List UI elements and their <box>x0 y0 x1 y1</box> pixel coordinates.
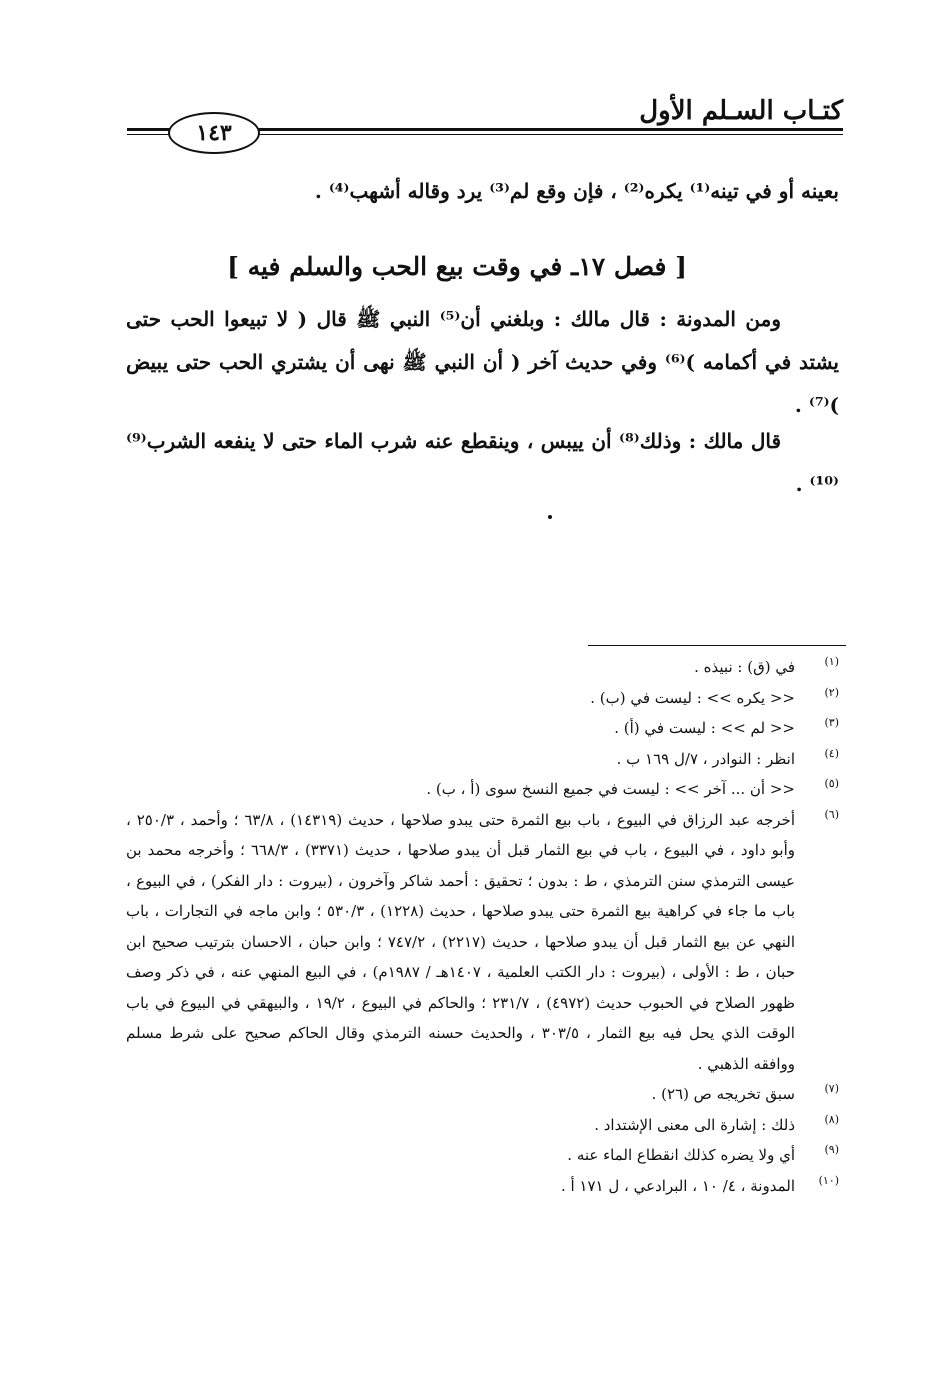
footnote-text: انظر : النوادر ، ٧/ل ١٦٩ ب . <box>616 749 795 768</box>
footnote-number: (٧) <box>824 1082 839 1095</box>
footnote-number: (١) <box>824 655 839 668</box>
footnote <box>126 1171 839 1202</box>
footnote-text: أي ولا يضره كذلك انقطاع الماء عنه . <box>567 1146 795 1164</box>
footnote-text: المدونة ، ٤/ ١٠ ، البرادعي ، ل ١٧١ أ . <box>560 1176 795 1195</box>
footnote <box>126 805 839 1080</box>
footnote-separator <box>588 645 846 646</box>
footnote-number: (١٠) <box>818 1173 839 1187</box>
footnote-text: << يكره >> : ليست في (ب) . <box>590 688 795 707</box>
footnote <box>126 1079 839 1110</box>
footnote-text: << أن ... آخر >> : ليست في جميع النسخ سوى (أ ، ب) . <box>426 780 795 798</box>
paragraph-2: ومن المدونة : قال مالك : وبلغني أن⁽⁵⁾ النبي ﷺ قال ( لا تبيعوا الحب حتى يشتد في أكمامه )⁽⁶⁾ وفي حديث آخر ( أن النبي ﷺ نهى أن يشتري الحب حتى يبيض )⁽⁷⁾ . <box>126 307 839 417</box>
footnote-text: << لم >> : ليست في (أ) . <box>614 719 795 737</box>
footnote-text: في (ق) : نبيذه . <box>694 658 795 676</box>
stray-dot <box>548 515 552 519</box>
footnote-number: (٨) <box>824 1112 839 1126</box>
footnote-number: (٣) <box>824 716 839 729</box>
footnote-text: ذلك : إشارة الى معنى الإشتداد . <box>594 1115 795 1134</box>
page-number: ١٤٣ <box>168 112 260 154</box>
running-title: كتـاب السـلم الأول <box>639 96 843 126</box>
section-heading: [ فصل ١٧ـ في وقت بيع الحب والسلم فيه ] <box>227 252 687 281</box>
footnote <box>126 774 839 805</box>
footnote <box>126 683 839 714</box>
footnote-number: (٦) <box>824 807 839 821</box>
footnote <box>126 1140 839 1171</box>
footnote <box>126 744 839 775</box>
footnote-number: (٤) <box>824 746 839 760</box>
footnotes <box>126 652 839 1201</box>
footnote <box>126 1110 839 1141</box>
footnote-text: أخرجه عبد الرزاق في البيوع ، باب بيع الثمرة حتى يبدو صلاحها ، حديث (١٤٣١٩) ، ٦٣/٨ ؛ وأحمد ، ٢٥٠/٣ ، وأبو داود ، في البيوع ، باب في بيع الثمار قبل أن يبدو صلاحها ، حديث (٣٣٧١) ، ٦٦٨/٣ ؛ وأخرجه محمد بن عيسى الترمذي سنن الترمذي ، ط : بدون ؛ تحقيق : أحمد شاكر وآخرون ، (بيروت : دار الفكر) ، في البيوع ، باب ما جاء في كراهية بيع الثمرة حتى يبدو صلاحها ، حديث (١٢٢٨) ، ٥٣٠/٣ ؛ وابن ماجه في التجارات ، باب النهي عن بيع الثمار قبل أن يبدو صلاحها ، حديث (٢٢١٧) ، ٧٤٧/٢ ؛ وابن حبان ، الاحسان بترتيب صحيح ابن حبان ، ط : الأولى ، (بيروت : دار الكتب العلمية ، ١٤٠٧هـ / ١٩٨٧م) ، في البيع المنهي عنه ، في ذكر وصف ظهور الصلاح في الحبوب حديث (٤٩٧٢) ، ٢٣١/٧ ؛ والحاكم في البيوع ، ١٩/٢ ، والبيهقي في البيوع في باب الوقت الذي يحل فيه بيع الثمار ، ٣٠٣/٥ ، والحديث حسنه الترمذي وقال الحاكم صحيح على شرط مسلم ووافقه الذهبي . <box>126 810 795 1073</box>
footnote-text: سبق تخريجه ص (٢٦) . <box>651 1085 795 1103</box>
paragraph-1: بعينه أو في تينه⁽¹⁾ يكره⁽²⁾ ، فإن وقع لم⁽³⁾ يرد وقاله أشهب⁽⁴⁾ . <box>314 179 839 203</box>
paragraph-3: قال مالك : وذلك⁽⁸⁾ أن ييبس ، وينقطع عنه شرب الماء حتى لا ينفعه الشرب⁽⁹⁾⁽¹⁰⁾ . <box>126 429 839 496</box>
footnote-number: (٥) <box>824 777 839 790</box>
footnote-number: (٩) <box>824 1143 839 1156</box>
footnote <box>126 713 839 744</box>
footnote-number: (٢) <box>824 685 839 699</box>
footnote <box>126 652 839 683</box>
